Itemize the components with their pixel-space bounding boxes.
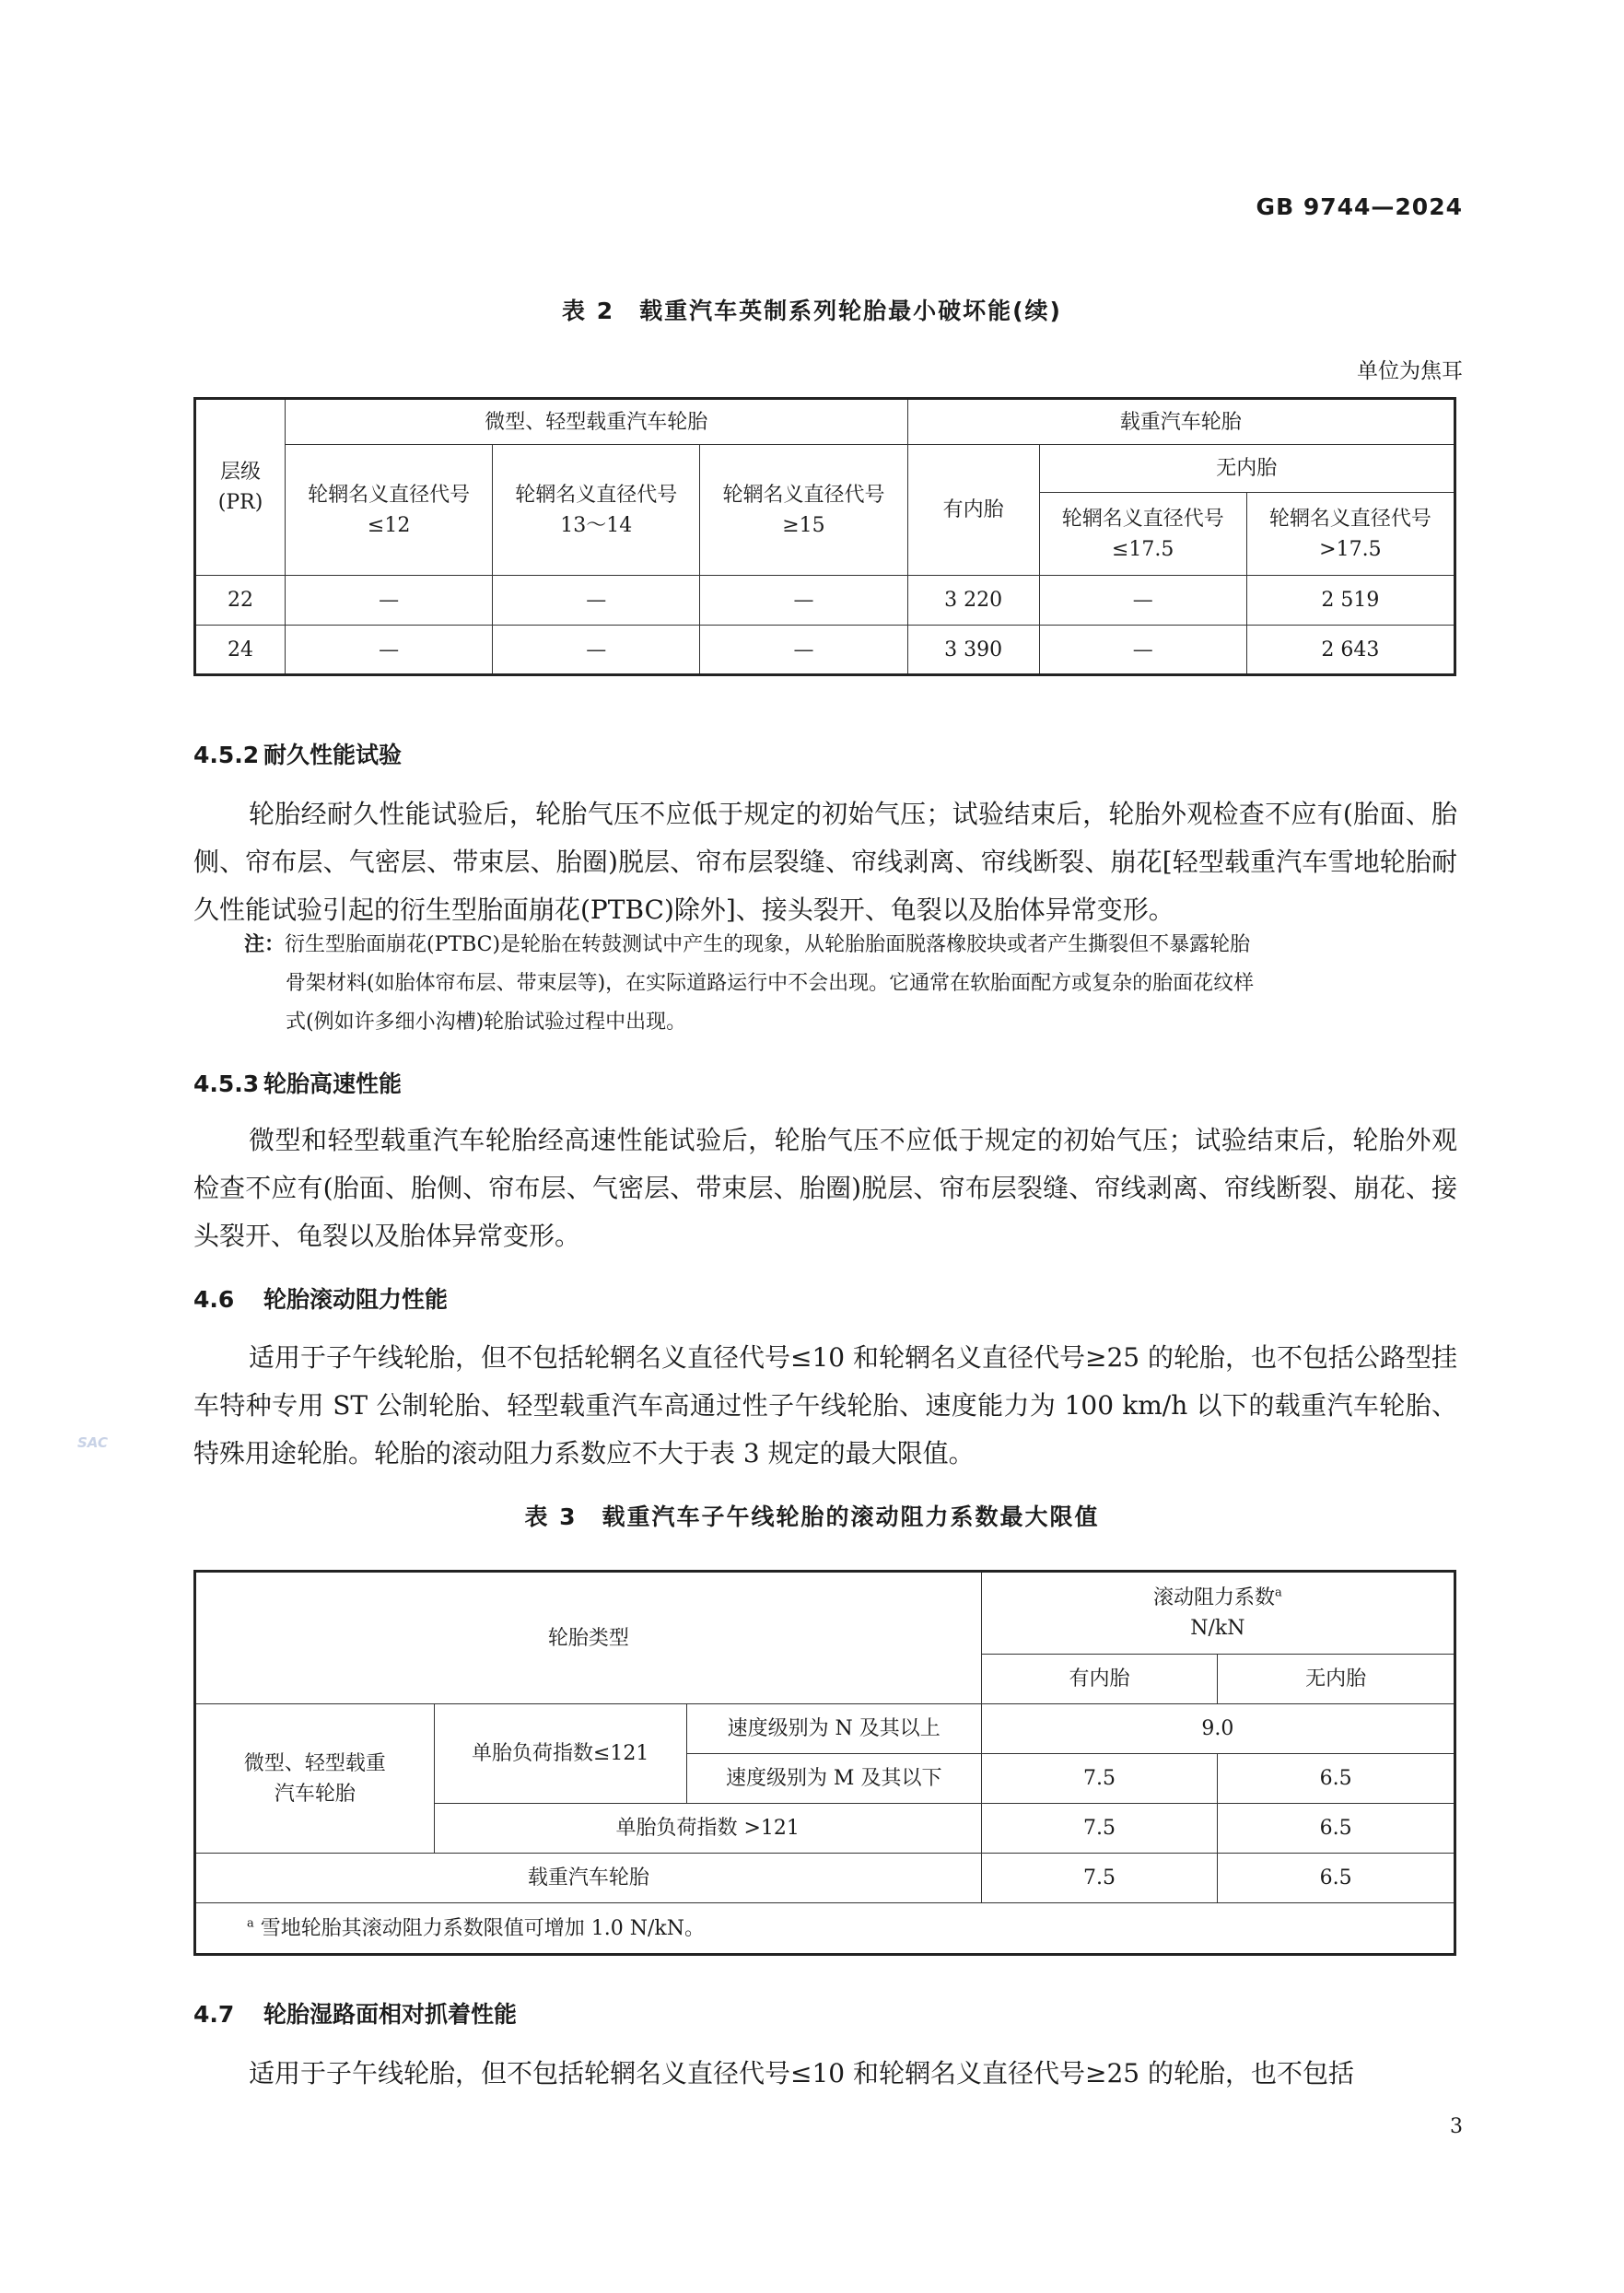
- table2-col-tube: 有内胎: [907, 445, 1039, 576]
- table3: [193, 1570, 1456, 1956]
- table-row: [195, 1704, 1455, 1754]
- table3-col-rr-label: 滚动阻力系数: [1152, 1586, 1275, 1609]
- table-row: [195, 1854, 1455, 1903]
- section-4-5-2-heading: [193, 737, 402, 770]
- table3-cell: 7.5: [981, 1854, 1218, 1903]
- footnote-marker: a: [1274, 1585, 1282, 1600]
- section-title: 轮胎湿路面相对抓着性能: [263, 2001, 518, 2028]
- table3-cell: 6.5: [1218, 1854, 1455, 1903]
- table2-cell: —: [1039, 576, 1246, 626]
- table3-cell: 6.5: [1218, 1804, 1455, 1854]
- table3-cell: 7.5: [981, 1804, 1218, 1854]
- table3-col-rr: [981, 1572, 1455, 1655]
- table2-unit: 单位为焦耳: [1357, 359, 1463, 383]
- table3-load-gt: 单胎负荷指数 >121: [434, 1804, 981, 1854]
- table3-load-le: 单胎负荷指数≤121: [434, 1704, 686, 1804]
- document-id: GB 9744—2024: [1256, 193, 1463, 220]
- section-title: 轮胎高速性能: [263, 1070, 403, 1097]
- table-row: [195, 626, 1455, 675]
- section-4-5-3-text: 微型和轻型载重汽车轮胎经高速性能试验后，轮胎气压不应低于规定的初始气压；试验结束后，轮胎外观检查不应有(胎面、胎侧、帘布层、气密层、带束层、胎圈)脱层、帘布层裂缝、帘线剥离、帘线断裂、崩花、接头裂开、龟裂以及胎体异常变形。: [193, 1125, 1457, 1251]
- table2-cell: —: [1039, 626, 1246, 675]
- table2-group-truck: 载重汽车轮胎: [907, 399, 1455, 445]
- table2-cell: —: [493, 576, 700, 626]
- table2-col-tubeless-2: 轮辋名义直径代号 >17.5: [1246, 493, 1455, 576]
- table2-col-tubeless: 无内胎: [1039, 445, 1455, 493]
- section-number: 4.5.3: [193, 1070, 260, 1097]
- table-row: [195, 576, 1455, 626]
- footnote-text: 雪地轮胎其滚动阻力系数限值可增加 1.0 N/kN。: [260, 1916, 705, 1940]
- section-4-5-2-text: 轮胎经耐久性能试验后，轮胎气压不应低于规定的初始气压；试验结束后，轮胎外观检查不应有(胎面、胎侧、帘布层、气密层、带束层、胎圈)脱层、帘布层裂缝、帘线剥离、帘线断裂、崩花[轻型载重汽车雪地轮胎耐久性能试验引起的衍生型胎面崩花(PTBC)除外]、接头裂开、龟裂以及胎体异常变形。: [193, 799, 1457, 925]
- table3-col-tube: 有内胎: [981, 1655, 1218, 1704]
- table2-col-tubeless-1: 轮辋名义直径代号 ≤17.5: [1039, 493, 1246, 576]
- footnote-marker: a: [247, 1916, 254, 1931]
- table2-group-light: 微型、轻型载重汽车轮胎: [286, 399, 907, 445]
- section-4-6-text: 适用于子午线轮胎，但不包括轮辋名义直径代号≤10 和轮辋名义直径代号≥25 的轮胎，也不包括公路型挂车特种专用 ST 公制轮胎、轻型载重汽车高通过性子午线轮胎、速度能力为 100 km/h 以下的载重汽车轮胎、特殊用途轮胎。轮胎的滚动阻力系数应不大于表 3 规定的最大限值。: [193, 1342, 1457, 1468]
- section-4-7-heading: [193, 1996, 517, 2030]
- table2-cell: —: [286, 626, 493, 675]
- table2-col-light-2: 轮辋名义直径代号 13～14: [493, 445, 700, 576]
- table2-col-light-3: 轮辋名义直径代号 ≥15: [700, 445, 907, 576]
- table3-cell: 6.5: [1218, 1754, 1455, 1804]
- table2-cell: 2 519: [1246, 576, 1455, 626]
- table2-caption: 表 2 载重汽车英制系列轮胎最小破坏能(续): [562, 298, 1062, 324]
- table2-cell: —: [700, 626, 907, 675]
- table3-speed-n: 速度级别为 N 及其以上: [686, 1704, 981, 1754]
- note-label: 注：: [244, 933, 286, 956]
- table3-footnote: [195, 1903, 1455, 1955]
- table2-col-level: 层级 (PR): [195, 399, 286, 576]
- table2-cell: —: [700, 576, 907, 626]
- table3-truck: 载重汽车轮胎: [195, 1854, 982, 1903]
- section-title: 耐久性能试验: [263, 742, 403, 768]
- table3-col-type: 轮胎类型: [195, 1572, 982, 1704]
- section-title: 轮胎滚动阻力性能: [263, 1286, 449, 1313]
- page-number: 3: [1450, 2115, 1463, 2138]
- table2-cell: 3 390: [907, 626, 1039, 675]
- table3-col-tubeless: 无内胎: [1218, 1655, 1455, 1704]
- sac-watermark-logo: SAC: [77, 1434, 108, 1451]
- note-line: 骨架材料(如胎体帘布层、带束层等)，在实际道路运行中不会出现。它通常在软胎面配方或复杂的胎面花纹样: [286, 972, 1255, 995]
- note-line: 式(例如许多细小沟槽)轮胎试验过程中出现。: [286, 1011, 687, 1034]
- section-number: 4.5.2: [193, 742, 260, 768]
- table2: [193, 397, 1456, 676]
- table2-cell: 3 220: [907, 576, 1039, 626]
- table3-cell: 7.5: [981, 1754, 1218, 1804]
- table2-cell: —: [493, 626, 700, 675]
- section-number: 4.7: [193, 2001, 235, 2028]
- section-4-5-3-heading: [193, 1066, 402, 1099]
- section-4-7-text: 适用于子午线轮胎，但不包括轮辋名义直径代号≤10 和轮辋名义直径代号≥25 的轮胎，也不包括: [249, 2058, 1354, 2088]
- section-number: 4.6: [193, 1286, 235, 1313]
- table2-cell: —: [286, 576, 493, 626]
- table3-caption: 表 3 载重汽车子午线轮胎的滚动阻力系数最大限值: [524, 1503, 1100, 1530]
- table3-speed-m: 速度级别为 M 及其以下: [686, 1754, 981, 1804]
- table2-col-light-1: 轮辋名义直径代号 ≤12: [286, 445, 493, 576]
- section-4-5-2-note: [193, 926, 1457, 1042]
- table2-cell-level: 24: [195, 626, 286, 675]
- table2-cell-level: 22: [195, 576, 286, 626]
- note-line: 衍生型胎面崩花(PTBC)是轮胎在转鼓测试中产生的现象，从轮胎胎面脱落橡胶块或者产生撕裂但不暴露轮胎: [285, 933, 1251, 956]
- table3-light-group: 微型、轻型载重 汽车轮胎: [195, 1704, 435, 1854]
- section-4-6-heading: [193, 1281, 448, 1315]
- table2-cell: 2 643: [1246, 626, 1455, 675]
- table3-cell: 9.0: [981, 1704, 1455, 1754]
- table3-col-rr-unit: N/kN: [1190, 1617, 1245, 1640]
